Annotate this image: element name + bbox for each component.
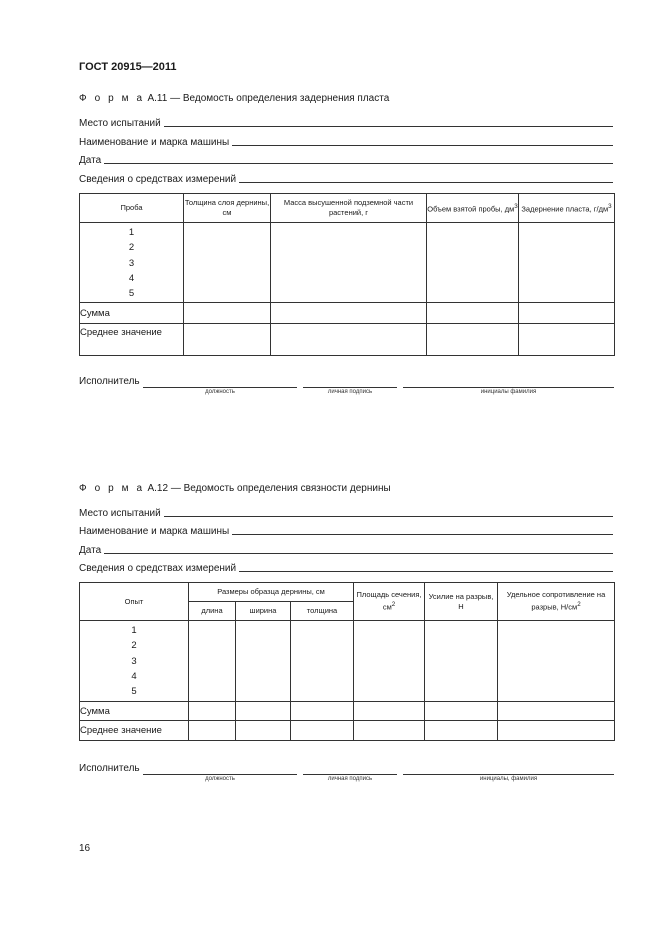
header-text: Площадь сечения, см <box>356 590 422 612</box>
position-caption: должность <box>205 776 235 782</box>
form-a12-position-line[interactable] <box>143 764 297 775</box>
field-line <box>239 571 613 572</box>
data-cell[interactable] <box>498 621 615 702</box>
row-number: 2 <box>128 242 135 254</box>
form-a12-name-line[interactable] <box>403 764 614 775</box>
data-cell[interactable] <box>189 621 236 702</box>
form-a11-title <box>79 93 389 104</box>
data-cell[interactable] <box>519 303 615 324</box>
header-text: Задернение пласта, г/дм <box>521 204 609 214</box>
form-a12-table <box>79 582 615 741</box>
data-cell[interactable] <box>236 721 291 741</box>
header-thickness: толщина <box>291 602 354 621</box>
field-label: Наименование и марка машины <box>79 526 230 537</box>
form-a11-date-field[interactable] <box>79 152 613 166</box>
row-number: 4 <box>131 670 137 682</box>
data-cell[interactable] <box>498 702 615 721</box>
field-line <box>164 126 613 127</box>
row-number: 3 <box>128 257 135 269</box>
row-number: 5 <box>128 288 135 300</box>
header-text: Объем взятой пробы, дм <box>427 204 515 214</box>
sample-numbers-cell <box>80 223 184 303</box>
data-cell[interactable] <box>271 324 427 356</box>
form-a12-number: А.12 <box>147 483 169 494</box>
field-line <box>104 553 613 554</box>
page-number: 16 <box>79 843 91 854</box>
data-cell[interactable] <box>291 702 354 721</box>
form-a12-signature-line[interactable] <box>303 764 397 775</box>
header-superscript: 3 <box>514 202 518 210</box>
row-number: 2 <box>131 640 137 652</box>
name-caption: инициалы, фамилия <box>479 776 538 782</box>
header-layer-thickness: Толщина слоя дернины, см <box>184 194 271 223</box>
form-a12-date-field[interactable] <box>79 542 613 556</box>
header-dry-mass: Масса высушенной подземной части растений, г <box>271 194 427 223</box>
average-row-label: Среднее значение <box>80 721 189 741</box>
data-cell[interactable] <box>184 223 271 303</box>
form-a11-prefix: Ф о р м а <box>79 93 145 104</box>
header-sample-volume <box>427 194 519 223</box>
header-superscript: 2 <box>391 601 396 609</box>
header-length: длина <box>189 602 236 621</box>
form-a11-executor-label: Исполнитель <box>79 376 140 387</box>
header-superscript: 2 <box>577 601 581 609</box>
row-number: 1 <box>131 625 137 636</box>
form-a12-machine-field[interactable] <box>79 523 613 537</box>
field-label: Сведения о средствах измерений <box>79 563 237 574</box>
data-cell[interactable] <box>236 621 291 702</box>
form-a12-instruments-field[interactable] <box>79 560 613 574</box>
field-label: Дата <box>79 155 102 166</box>
header-sod-density <box>519 194 615 223</box>
form-a11-caption: — Ведомость определения задернения пласта <box>170 93 390 104</box>
average-row-label: Среднее значение <box>80 324 184 356</box>
form-a11-place-field[interactable] <box>79 115 613 129</box>
data-cell[interactable] <box>425 702 498 721</box>
form-a11-number: А.11 <box>147 93 168 104</box>
header-section-area <box>354 583 425 621</box>
data-cell[interactable] <box>271 223 427 303</box>
trial-numbers-cell <box>80 621 189 702</box>
field-line <box>239 182 613 183</box>
data-cell[interactable] <box>425 621 498 702</box>
document-code: ГОСТ 20915—2011 <box>79 61 177 73</box>
form-a12-caption: — Ведомость определения связности дернины <box>170 483 391 494</box>
data-cell[interactable] <box>291 621 354 702</box>
row-number: 5 <box>131 686 137 698</box>
position-caption: должность <box>205 389 235 395</box>
form-a12-place-field[interactable] <box>79 505 613 519</box>
field-line <box>104 163 613 164</box>
data-cell[interactable] <box>271 303 427 324</box>
field-line <box>164 516 613 517</box>
form-a11-signature-line[interactable] <box>303 377 397 388</box>
data-cell[interactable] <box>519 223 615 303</box>
data-cell[interactable] <box>427 223 519 303</box>
signature-caption: личная подпись <box>327 776 373 782</box>
form-a12-prefix: Ф о р м а <box>79 483 145 494</box>
sum-row-label: Сумма <box>80 702 189 721</box>
signature-caption: личная подпись <box>327 389 373 395</box>
field-line <box>232 534 613 535</box>
row-number: 3 <box>131 655 137 667</box>
row-number: 1 <box>128 227 135 238</box>
form-a12-executor-label: Исполнитель <box>79 763 140 774</box>
header-text: Удельное сопротивление на разрыв, Н/см <box>506 590 606 612</box>
data-cell[interactable] <box>184 303 271 324</box>
form-a11-table <box>79 193 615 356</box>
data-cell[interactable] <box>189 702 236 721</box>
header-trial: Опыт <box>80 583 189 621</box>
data-cell[interactable] <box>425 721 498 741</box>
data-cell[interactable] <box>291 721 354 741</box>
header-breaking-force: Усилие на разрыв, Н <box>425 583 498 621</box>
data-cell[interactable] <box>236 702 291 721</box>
data-cell[interactable] <box>354 721 425 741</box>
name-caption: инициалы фамилия <box>480 389 537 395</box>
field-line <box>232 145 613 146</box>
header-specific-resistance <box>498 583 615 621</box>
data-cell[interactable] <box>189 721 236 741</box>
header-superscript: 3 <box>608 202 612 210</box>
form-a12-title <box>79 483 391 494</box>
data-cell[interactable] <box>519 324 615 356</box>
form-a11-position-line[interactable] <box>143 377 297 388</box>
header-width: ширина <box>236 602 291 621</box>
field-label: Наименование и марка машины <box>79 137 230 148</box>
form-a11-machine-field[interactable] <box>79 134 613 148</box>
field-label: Место испытаний <box>79 508 161 519</box>
data-cell[interactable] <box>427 324 519 356</box>
form-a11-instruments-field[interactable] <box>79 171 613 185</box>
form-a11-name-line[interactable] <box>403 377 614 388</box>
header-sample: Проба <box>80 194 184 223</box>
row-number: 4 <box>128 272 135 284</box>
data-cell[interactable] <box>498 721 615 741</box>
data-cell[interactable] <box>354 702 425 721</box>
field-label: Дата <box>79 545 102 556</box>
data-cell[interactable] <box>184 324 271 356</box>
field-label: Место испытаний <box>79 118 161 129</box>
data-cell[interactable] <box>427 303 519 324</box>
sum-row-label: Сумма <box>80 303 184 324</box>
field-label: Сведения о средствах измерений <box>79 174 237 185</box>
header-sample-dimensions: Размеры образца дернины, см <box>189 583 354 602</box>
data-cell[interactable] <box>354 621 425 702</box>
